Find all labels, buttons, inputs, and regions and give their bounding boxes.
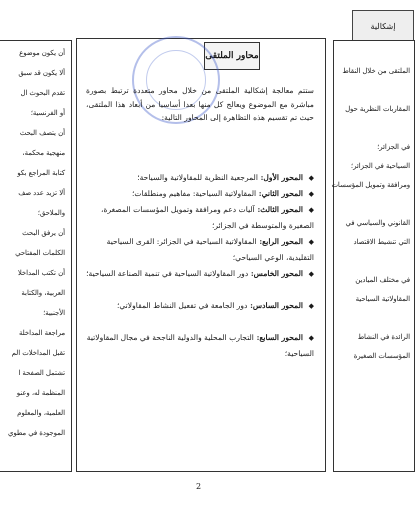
side-text-line: أن يرفق البحث xyxy=(22,229,65,237)
bullet-icon: ◆ xyxy=(308,334,314,342)
axis-text: المرجعية النظرية للمقاولاتية والسياحة؛ xyxy=(137,173,258,182)
side-text-line: والملاحق؛ xyxy=(37,209,65,217)
side-text-line: الملتقى من خلال النقاط xyxy=(342,67,410,75)
side-text-line: العربية، والكتابة xyxy=(21,289,65,297)
axis-item xyxy=(86,170,314,186)
side-text-line: في مختلف الميادين xyxy=(355,276,410,284)
side-text-line: ومرافقة وتمويل المؤسسات xyxy=(331,181,410,189)
right-panel-tab: إشكالية xyxy=(352,10,414,42)
left-panel xyxy=(0,40,72,472)
axis-text: دور المقاولاتية السياحية في تنمية الصناعة السياحية؛ xyxy=(86,269,249,278)
side-text-line: العلمية، والمعلوم xyxy=(17,409,65,417)
bullet-icon: ◆ xyxy=(308,190,314,198)
right-panel xyxy=(333,40,415,472)
side-text-line: المقاولاتية السياحية xyxy=(355,295,410,303)
side-text-line: الأجنبية؛ xyxy=(43,309,65,317)
axis-label: المحور السابع: xyxy=(253,333,303,342)
side-text-line: تقبل المداخلات الم xyxy=(11,349,65,357)
page-number: 2 xyxy=(196,482,202,491)
side-text-line: ألا يكون قد سبق xyxy=(18,69,65,77)
side-text-line: الموجودة في مطوي xyxy=(8,429,65,437)
side-text-line: الرائدة في النشاط xyxy=(357,333,410,341)
axis-item xyxy=(86,186,314,202)
side-text-line: أن يكون موضوع xyxy=(19,49,65,57)
side-text-line: في الجزائر؛ xyxy=(377,143,410,151)
side-text-line: المؤسسات الصغيرة xyxy=(353,352,410,360)
axis-label: المحور الأول: xyxy=(257,173,303,182)
side-text-line: المنظمة له، وعنو xyxy=(16,389,65,397)
side-text-line: تشتمل الصفحة ا xyxy=(18,369,65,377)
axis-label: المحور الخامس: xyxy=(248,269,303,278)
bullet-icon: ◆ xyxy=(308,206,314,214)
side-text-line: الكلمات المفتاحي xyxy=(15,249,65,257)
side-text-line: المقاربات النظرية حول xyxy=(345,105,410,113)
bullet-icon: ◆ xyxy=(308,270,314,278)
axis-text: المقاولاتية السياحية في الجزائر: القرى السياحية التقليدية، الوعي السياحي؛ xyxy=(106,237,314,262)
axis-text: التجارب المحلية والدولية الناجحة في مجال المقاولاتية السياحية؛ xyxy=(86,333,314,358)
side-text-line: أو الفرنسية؛ xyxy=(30,109,65,117)
side-text-line: أن يتصف البحث xyxy=(19,129,65,137)
axis-text: المقاولاتية السياحية: مفاهيم ومنطلقات؛ xyxy=(131,189,257,198)
page-title: محاور الملتقى xyxy=(204,42,260,70)
side-text-line: السياحية في الجزائر؛ xyxy=(350,162,410,170)
side-text-line: التي تنشيط الاقتصاد xyxy=(353,238,410,246)
axis-label: المحور الرابع: xyxy=(256,237,303,246)
axis-item xyxy=(86,202,314,234)
axis-label: المحور السادس: xyxy=(247,301,303,310)
side-text-line: كتابة المراجع بكو xyxy=(17,169,65,177)
axis-text: دور الجامعة في تفعيل النشاط المقاولاتي؛ xyxy=(116,301,248,310)
side-text-line: أن تكتب المداخلا xyxy=(17,269,65,277)
bullet-icon: ◆ xyxy=(308,238,314,246)
axis-item xyxy=(86,298,314,314)
side-text-line: مراجعة المداخلة xyxy=(18,329,65,337)
axis-label: المحور الثالث: xyxy=(254,205,303,214)
axis-item xyxy=(86,330,314,362)
side-text-line: ألا تزيد عدد صف xyxy=(18,189,65,197)
intro-paragraph: ستتم معالجة إشكالية الملتقى من خلال محاور متعددة ترتبط بصورة مباشرة مع الموضوع ويعالج كل منها بعدا أساسيا من أبعاد هذا الملتقى، حيث تم تقسيم هذه التظاهرة إلى المحاور التالية: xyxy=(86,86,314,122)
side-text-line: منهجية محكمة، xyxy=(22,149,65,157)
axis-item xyxy=(86,234,314,266)
axis-item xyxy=(86,266,314,282)
side-text-line: تقدم البحوث ال xyxy=(20,89,65,97)
side-text-line: القانوني والسياسي في xyxy=(345,219,410,227)
axis-text: آليات دعم ومرافقة وتمويل المؤسسات المصغرة، الصغيرة والمتوسطة في الجزائر؛ xyxy=(101,205,314,230)
bullet-icon: ◆ xyxy=(308,174,314,182)
axis-label: المحور الثاني: xyxy=(256,189,303,198)
bullet-icon: ◆ xyxy=(308,302,314,310)
